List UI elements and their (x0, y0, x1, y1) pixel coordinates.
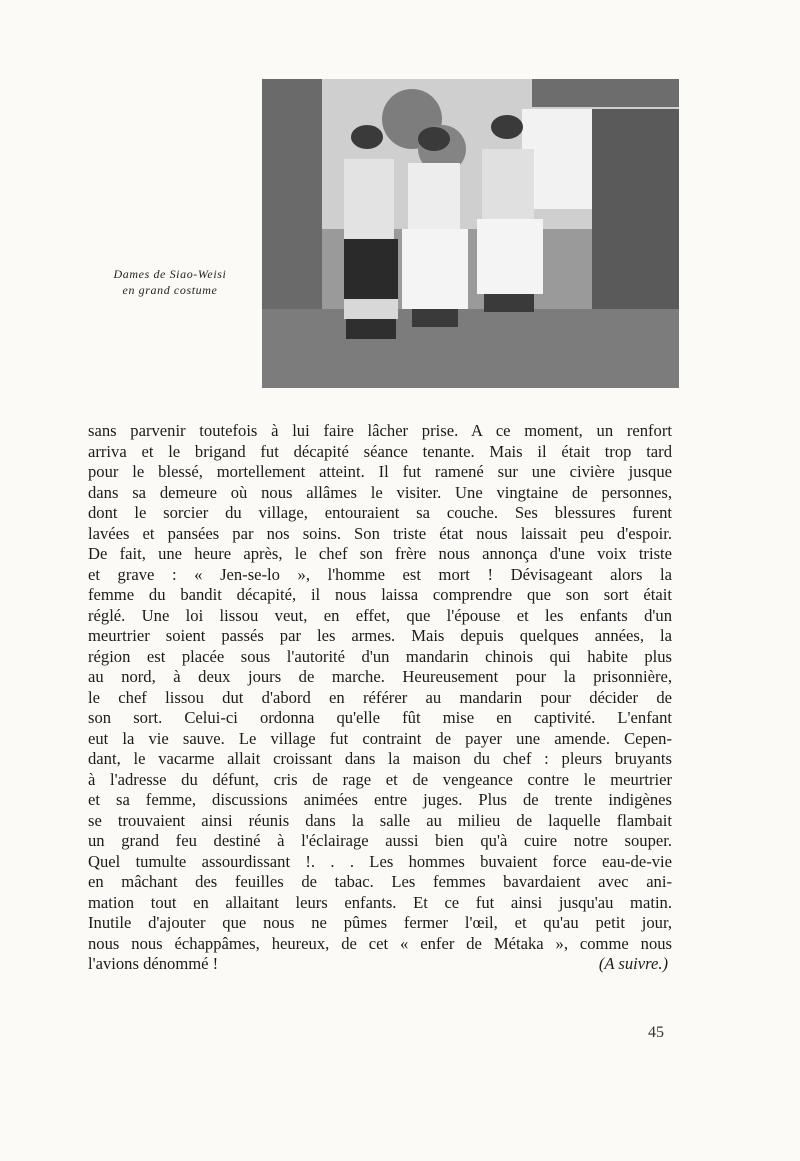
text-line: lavées et pansées par nos soins. Son triste état nous laissait peu d'espoir. (88, 523, 672, 543)
text-line: et grave : « Jen-se-lo », l'homme est mort ! Dévisageant alors la (88, 564, 672, 584)
caption-line-1: Dames de Siao-Weisi (113, 267, 227, 281)
photo-illustration (262, 79, 679, 388)
text-line: un grand feu destiné à l'éclairage aussi bien qu'à cuire notre souper. (88, 831, 672, 850)
text-line: De fait, une heure après, le chef son frère nous annonça d'une voix triste (88, 544, 672, 563)
text-line: dont le sorcier du village, entouraient sa couche. Ses blessures furent (88, 503, 672, 522)
final-line (88, 954, 672, 975)
text-line-final: l'avions dénommé ! (88, 954, 219, 973)
text-line: sans parvenir toutefois à lui faire lâcher prise. A ce moment, un renfort (88, 421, 672, 440)
text-line: eut la vie sauve. Le village fut contraint de payer une amende. Cepen- (88, 728, 672, 748)
caption-line-2: en grand costume (122, 283, 218, 297)
text-line: son sort. Celui-ci ordonna qu'elle fût mise en captivité. L'enfant (88, 708, 672, 727)
text-line: en mâchant des feuilles de tabac. Les femmes bavardaient avec ani- (88, 872, 672, 891)
text-line: dans sa demeure où nous allâmes le visiter. Une vingtaine de personnes, (88, 482, 672, 502)
text-line: à l'adresse du défunt, cris de rage et de vengeance contre le meurtrier (88, 769, 672, 789)
text-line: Inutile d'ajouter que nous ne pûmes fermer l'œil, et qu'au petit jour, (88, 913, 672, 932)
photograph-women-in-costume (262, 79, 679, 388)
text-line: et sa femme, discussions animées entre juges. Plus de trente indigènes (88, 790, 672, 809)
text-line: région est placée sous l'autorité d'un mandarin chinois qui habite plus (88, 646, 672, 666)
text-line: se trouvaient ainsi réunis dans la salle au milieu de laquelle flambait (88, 810, 672, 830)
text-line: nous nous échappâmes, heureux, de cet « enfer de Métaka », comme nous (88, 933, 672, 953)
text-line: arriva et le brigand fut décapité séance tenante. Mais il était trop tard (88, 441, 672, 461)
text-line: le chef lissou dut d'abord en référer au mandarin pour décider de (88, 687, 672, 707)
text-line: femme du bandit décapité, il nous laissa comprendre que son sort était (88, 585, 672, 604)
text-line: meurtrier soient passés par les armes. Mais depuis quelques années, la (88, 626, 672, 645)
page-number: 45 (648, 1024, 664, 1041)
article-body (88, 421, 672, 975)
text-line: dant, le vacarme allait croissant dans la maison du chef : pleurs bruyants (88, 749, 672, 768)
photo-caption (80, 266, 260, 298)
text-line: Quel tumulte assourdissant !. . . Les hommes buvaient force eau-de-vie (88, 851, 672, 871)
text-line: réglé. Une loi lissou veut, en effet, que l'épouse et les enfants d'un (88, 605, 672, 625)
a-suivre-note: (A suivre.) (598, 954, 668, 973)
text-line: mation tout en allaitant leurs enfants. Et ce fut ainsi jusqu'au matin. (88, 892, 672, 912)
text-line: au nord, à deux jours de marche. Heureusement pour la prisonnière, (88, 667, 672, 686)
text-line: pour le blessé, mortellement atteint. Il fut ramené sur une civière jusque (88, 462, 672, 481)
